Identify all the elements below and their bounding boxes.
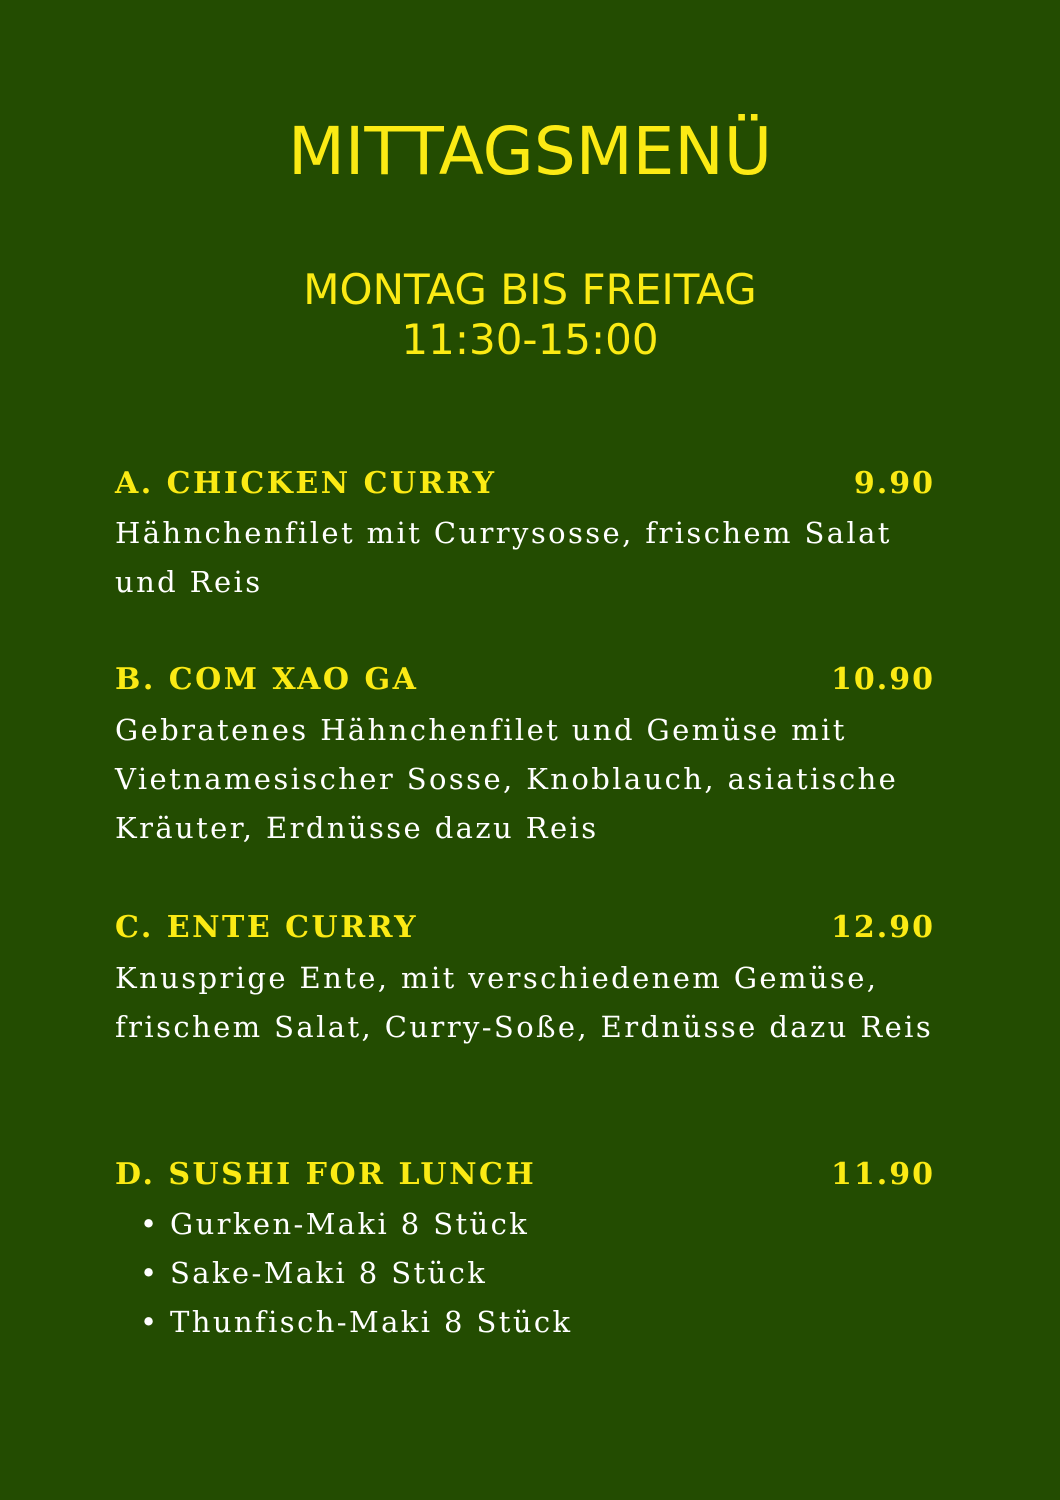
menu-item-price: 12.90	[831, 910, 935, 945]
bullet-icon: •	[140, 1305, 160, 1339]
sushi-item-list	[140, 1200, 573, 1347]
menu-item-description: Hähnchenfilet mit Currysosse, frischem Salat und Reis	[115, 516, 892, 599]
menu-item-price: 10.90	[831, 662, 935, 697]
list-item: • Thunfisch-Maki 8 Stück	[140, 1298, 573, 1347]
list-item: • Gurken-Maki 8 Stück	[140, 1200, 573, 1249]
menu-title: MITTAGSMENÜ	[287, 113, 773, 190]
menu-item-name: C. ENTE CURRY	[115, 910, 419, 945]
bullet-icon: •	[140, 1256, 160, 1290]
bullet-icon: •	[140, 1207, 160, 1241]
opening-hours: 11:30-15:00	[401, 315, 659, 364]
menu-item-description: Knusprige Ente, mit verschiedenem Gemüse, frischem Salat, Curry-Soße, Erdnüsse dazu Reis	[115, 961, 934, 1044]
menu-item-name: D. SUSHI FOR LUNCH	[115, 1157, 537, 1192]
opening-days: MONTAG BIS FREITAG	[303, 265, 757, 314]
list-item: • Sake-Maki 8 Stück	[140, 1249, 573, 1298]
menu-item-name: B. COM XAO GA	[115, 662, 419, 697]
menu-item-price: 11.90	[831, 1157, 935, 1192]
menu-item-description: Gebratenes Hähnchenfilet und Gemüse mit Vietnamesischer Sosse, Knoblauch, asiatische Kräuter, Erdnüsse dazu Reis	[115, 713, 899, 845]
menu-item-price: 9.90	[853, 466, 935, 501]
menu-item-name: A. CHICKEN CURRY	[115, 466, 497, 501]
opening-days-hours	[0, 265, 1060, 365]
